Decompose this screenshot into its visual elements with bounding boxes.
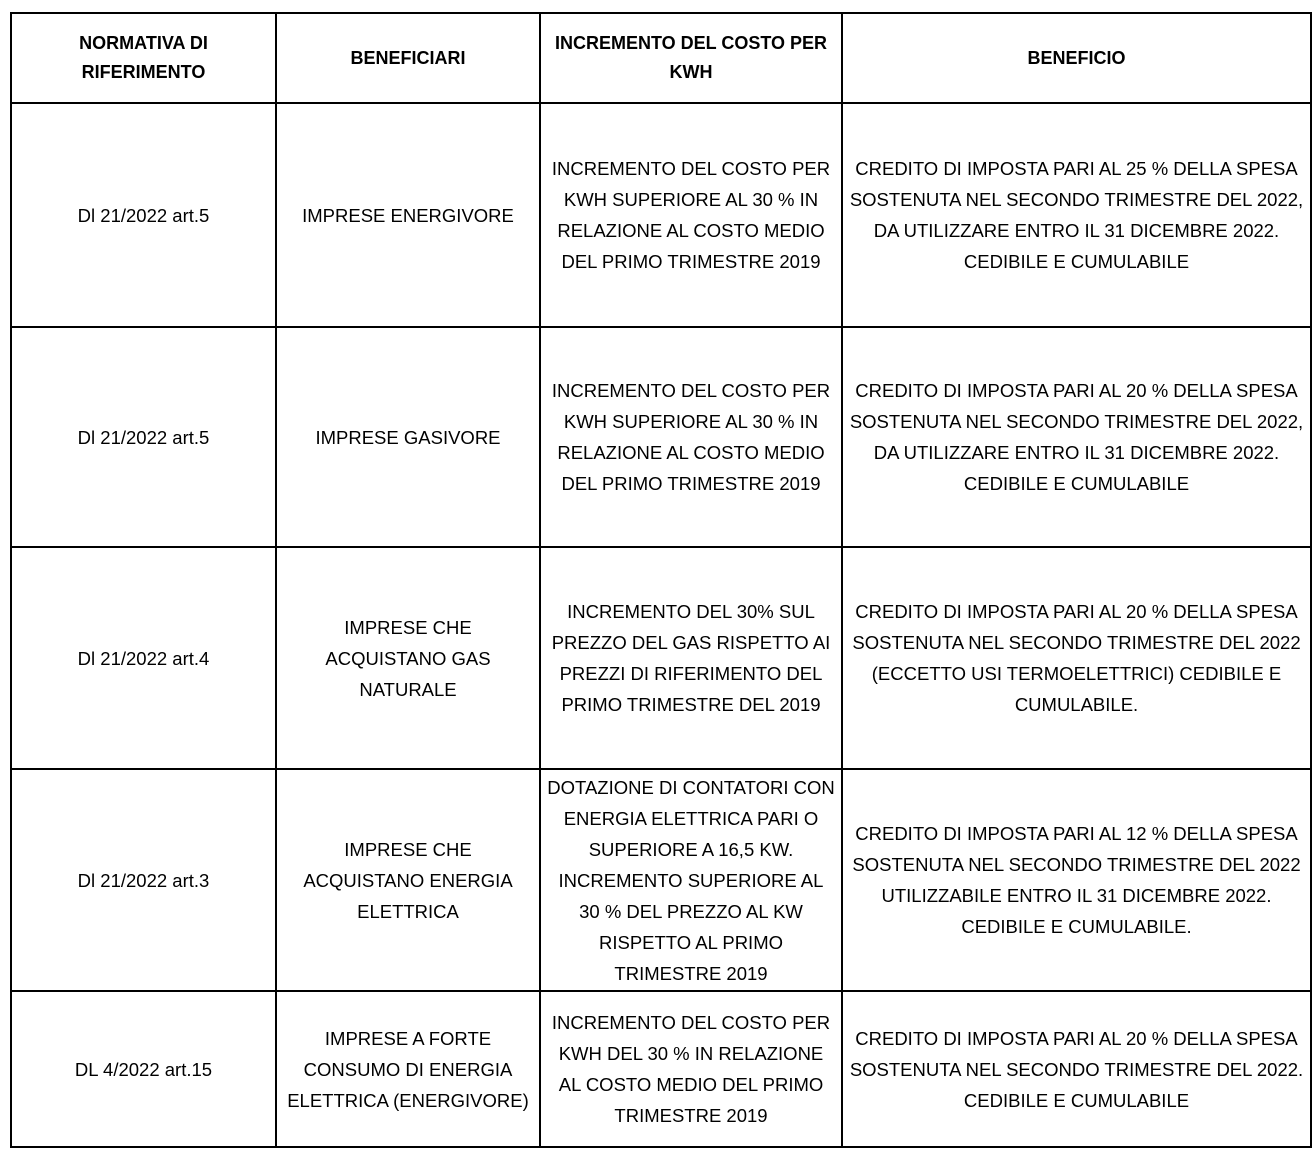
header-beneficiari: BENEFICIARI (276, 13, 540, 103)
cell-beneficio: CREDITO DI IMPOSTA PARI AL 20 % DELLA SPESA SOSTENUTA NEL SECONDO TRIMESTRE DEL 2022, DA UTILIZZARE ENTRO IL 31 DICEMBRE 2022. CEDIBILE E CUMULABILE (842, 327, 1311, 547)
cell-beneficiari: IMPRESE GASIVORE (276, 327, 540, 547)
cell-normativa: DL 4/2022 art.15 (11, 991, 276, 1147)
cell-incremento: INCREMENTO DEL 30% SUL PREZZO DEL GAS RISPETTO AI PREZZI DI RIFERIMENTO DEL PRIMO TRIMESTRE DEL 2019 (540, 547, 842, 769)
cell-incremento: INCREMENTO DEL COSTO PER KWH DEL 30 % IN RELAZIONE AL COSTO MEDIO DEL PRIMO TRIMESTRE 2019 (540, 991, 842, 1147)
cell-beneficiari: IMPRESE CHE ACQUISTANO GAS NATURALE (276, 547, 540, 769)
header-incremento: INCREMENTO DEL COSTO PER KWH (540, 13, 842, 103)
header-beneficio: BENEFICIO (842, 13, 1311, 103)
cell-normativa: Dl 21/2022 art.3 (11, 769, 276, 991)
cell-beneficio: CREDITO DI IMPOSTA PARI AL 20 % DELLA SPESA SOSTENUTA NEL SECONDO TRIMESTRE DEL 2022 (ECCETTO USI TERMOELETTRICI) CEDIBILE E CUMULABILE. (842, 547, 1311, 769)
cell-incremento: INCREMENTO DEL COSTO PER KWH SUPERIORE AL 30 % IN RELAZIONE AL COSTO MEDIO DEL PRIMO TRIMESTRE 2019 (540, 327, 842, 547)
table-row (11, 327, 1311, 547)
cell-incremento: DOTAZIONE DI CONTATORI CON ENERGIA ELETTRICA PARI O SUPERIORE A 16,5 KW. INCREMENTO SUPERIORE AL 30 % DEL PREZZO AL KW RISPETTO AL PRIMO TRIMESTRE 2019 (540, 769, 842, 991)
cell-beneficio: CREDITO DI IMPOSTA PARI AL 25 % DELLA SPESA SOSTENUTA NEL SECONDO TRIMESTRE DEL 2022, DA UTILIZZARE ENTRO IL 31 DICEMBRE 2022. CEDIBILE E CUMULABILE (842, 103, 1311, 327)
benefits-table (10, 12, 1312, 1148)
cell-normativa: Dl 21/2022 art.5 (11, 103, 276, 327)
table-row (11, 547, 1311, 769)
cell-beneficio: CREDITO DI IMPOSTA PARI AL 20 % DELLA SPESA SOSTENUTA NEL SECONDO TRIMESTRE DEL 2022. CEDIBILE E CUMULABILE (842, 991, 1311, 1147)
cell-beneficiari: IMPRESE A FORTE CONSUMO DI ENERGIA ELETTRICA (ENERGIVORE) (276, 991, 540, 1147)
header-row (11, 13, 1311, 103)
cell-beneficio: CREDITO DI IMPOSTA PARI AL 12 % DELLA SPESA SOSTENUTA NEL SECONDO TRIMESTRE DEL 2022 UTILIZZABILE ENTRO IL 31 DICEMBRE 2022. CEDIBILE E CUMULABILE. (842, 769, 1311, 991)
cell-beneficiari: IMPRESE ENERGIVORE (276, 103, 540, 327)
header-normativa: NORMATIVA DI RIFERIMENTO (11, 13, 276, 103)
cell-beneficiari: IMPRESE CHE ACQUISTANO ENERGIA ELETTRICA (276, 769, 540, 991)
table-row (11, 103, 1311, 327)
table-row (11, 769, 1311, 991)
cell-normativa: Dl 21/2022 art.4 (11, 547, 276, 769)
cell-normativa: Dl 21/2022 art.5 (11, 327, 276, 547)
cell-incremento: INCREMENTO DEL COSTO PER KWH SUPERIORE AL 30 % IN RELAZIONE AL COSTO MEDIO DEL PRIMO TRIMESTRE 2019 (540, 103, 842, 327)
table-row (11, 991, 1311, 1147)
